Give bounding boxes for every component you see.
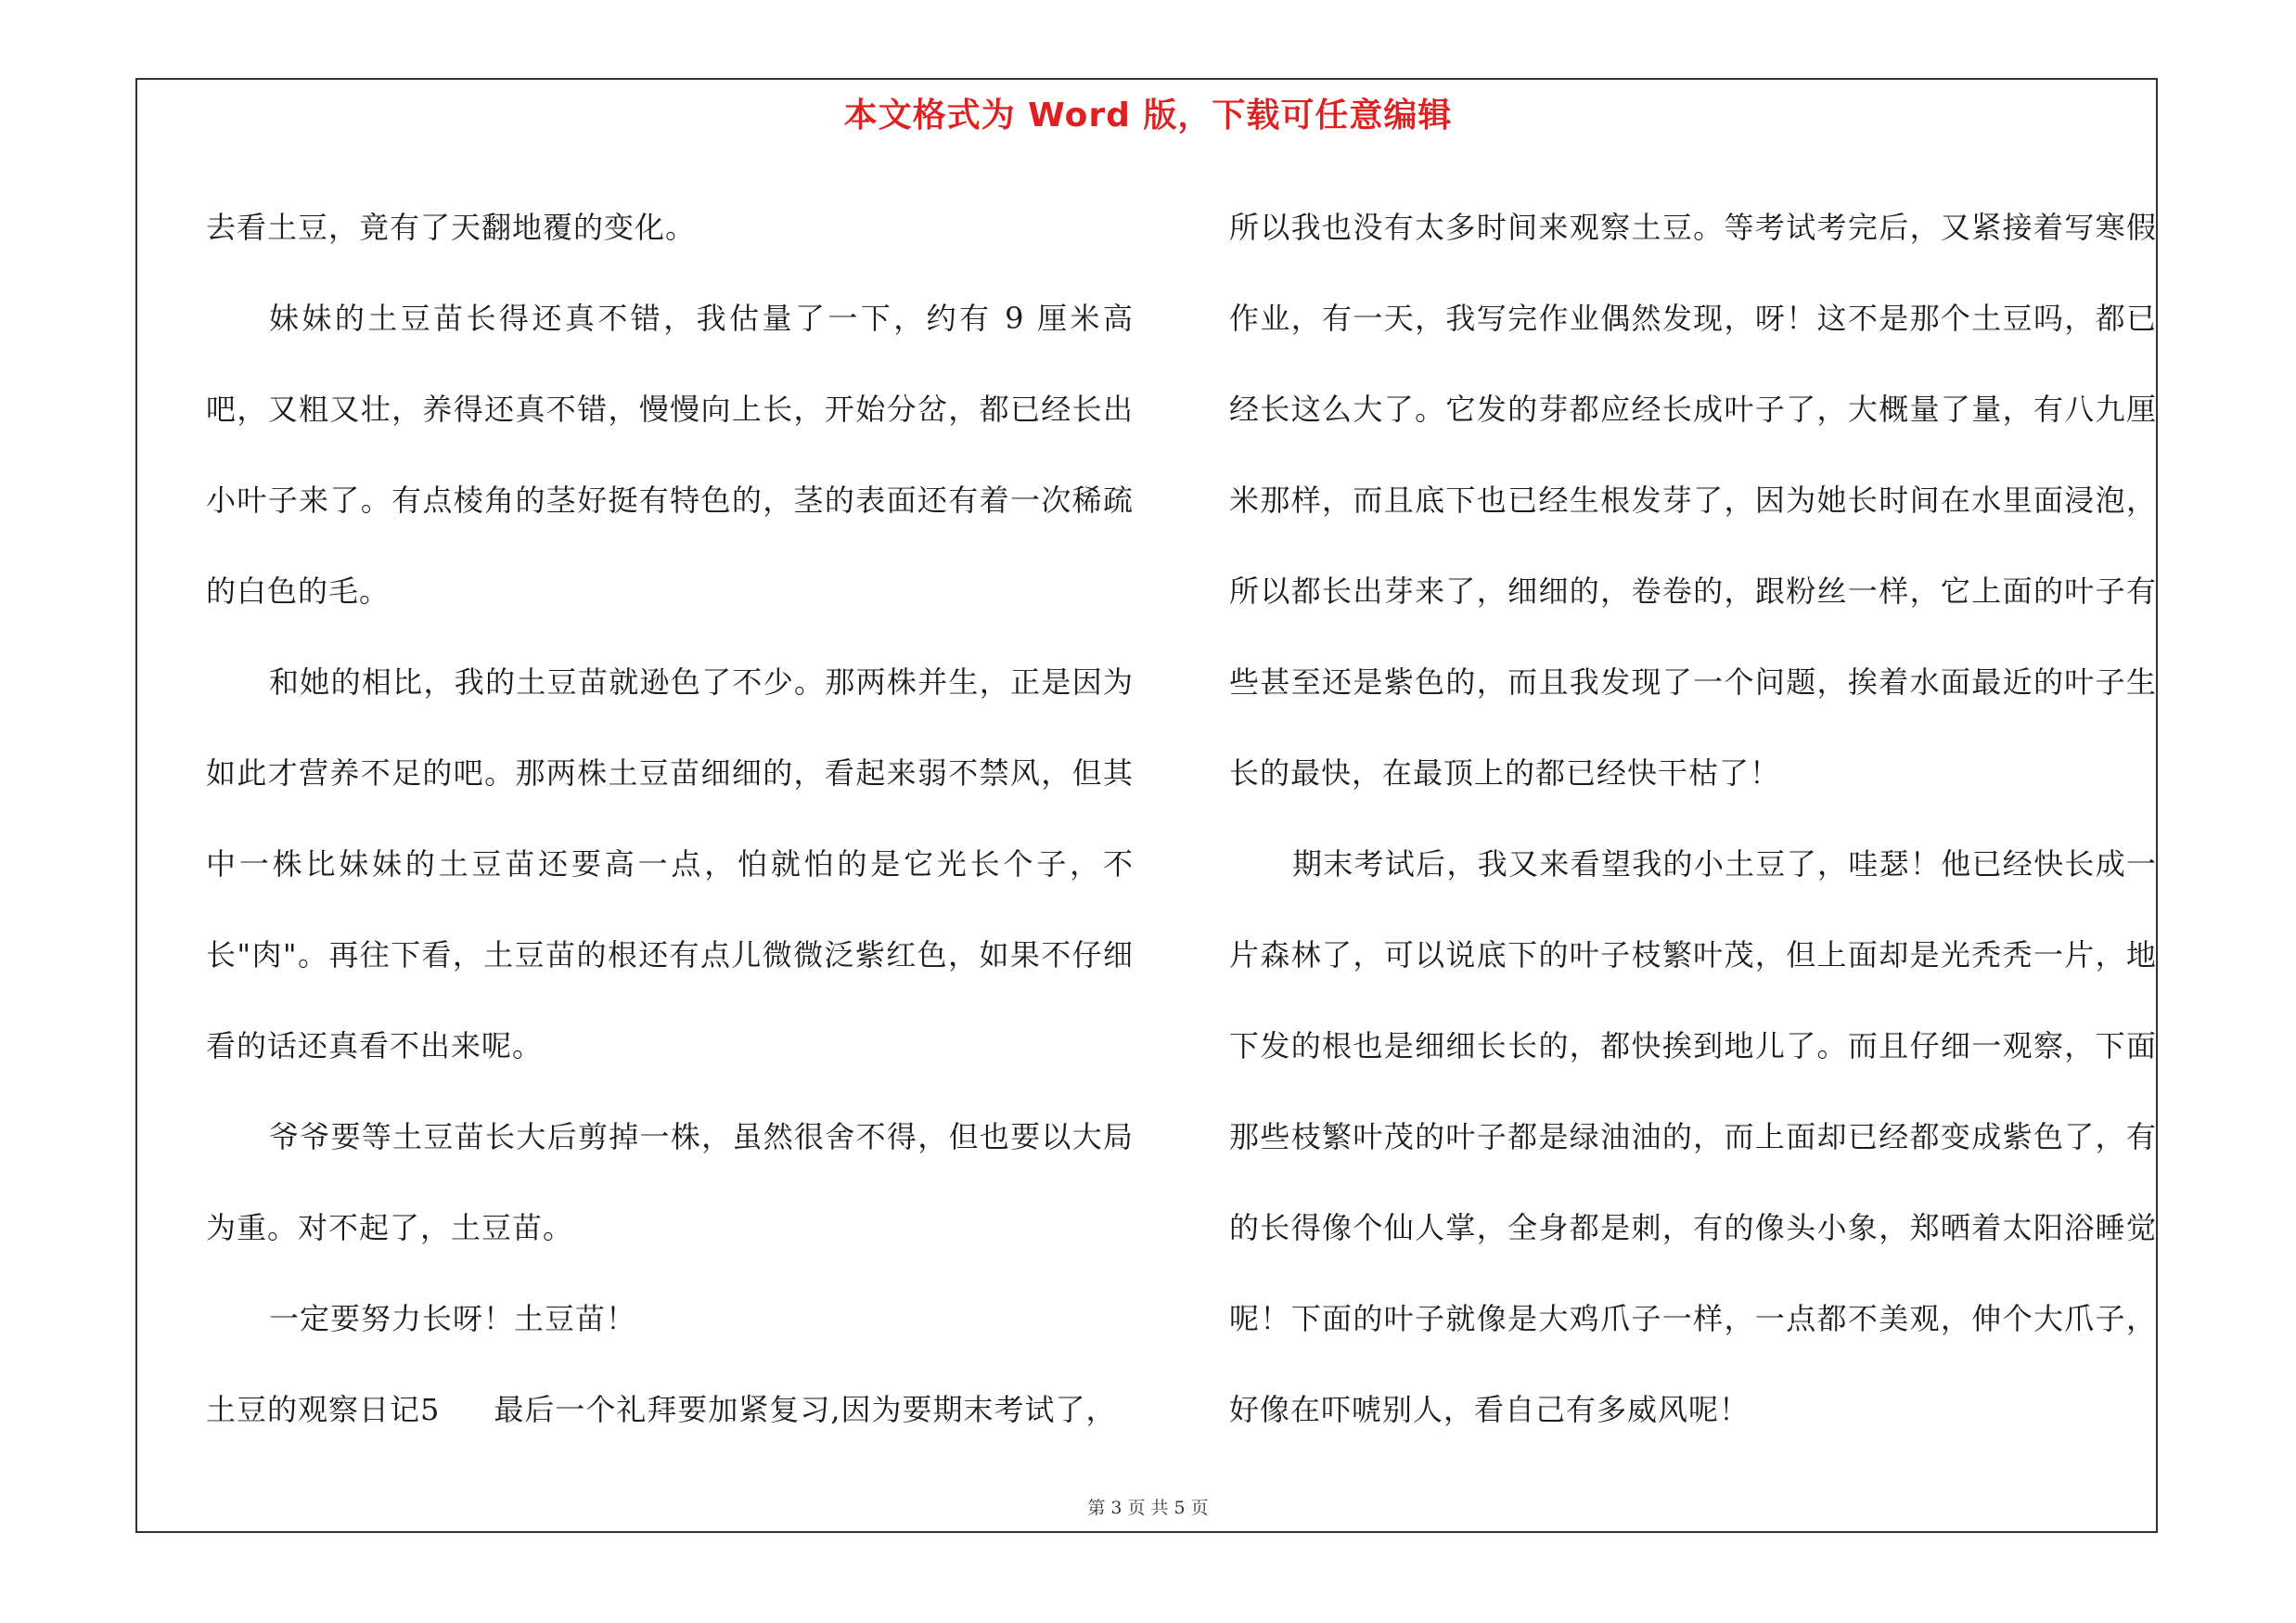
diary-entry-heading-line [206,1364,1134,1455]
paragraph-left-1: 去看土豆，竟有了天翻地覆的变化。 [206,210,697,245]
paragraph-left-3: 和她的相比，我的土豆苗就逊色了不少。那两株并生，正是因为如此才营养不足的吧。那两株土豆苗细细的，看起来弱不禁风，但其中一株比妹妹的土豆苗还要高一点，怕就怕的是它光长个子，不长"肉"。再往下看，土豆苗的根还有点儿微微泛紫红色，如果不仔细看的话还真看不出来呢。 [206,664,1134,1063]
diary-entry-title: 土豆的观察日记5 [206,1392,441,1427]
diary-entry-opening: 最后一个礼拜要加紧复习,因为要期末考试了， [494,1392,1117,1427]
paragraph-left-4: 爷爷要等土豆苗长大后剪掉一株，虽然很舍不得，但也要以大局为重。对不起了，土豆苗。 [206,1119,1134,1245]
left-text-column [206,182,1134,1455]
paragraph-left-2: 妹妹的土豆苗长得还真不错，我估量了一下，约有 9 厘米高吧，又粗又壮，养得还真不错，慢慢向上长，开始分岔，都已经长出小叶子来了。有点棱角的茎好挺有特色的，茎的表面还有着一次稀疏的白色的毛。 [206,301,1134,609]
paragraph-left-5: 一定要努力长呀！土豆苗！ [269,1301,637,1336]
word-format-banner: 本文格式为 Word 版，下载可任意编辑 [843,97,1453,135]
page-number-footer: 第 3 页 共 5 页 [1087,1498,1209,1518]
right-text-column [1229,182,2157,1455]
paragraph-right-1: 所以我也没有太多时间来观察土豆。等考试考完后，又紧接着写寒假作业，有一天，我写完作业偶然发现，呀！这不是那个土豆吗，都已经长这么大了。它发的芽都应经长成叶子了，大概量了量，有八九厘米那样，而且底下也已经生根发芽了，因为她长时间在水里面浸泡，所以都长出芽来了，细细的，卷卷的，跟粉丝一样，它上面的叶子有些甚至还是紫色的，而且我发现了一个问题，挨着水面最近的叶子生长的最快，在最顶上的都已经快干枯了！ [1229,210,2157,791]
paragraph-right-2: 期末考试后，我又来看望我的小土豆了，哇瑟！他已经快长成一片森林了，可以说底下的叶子枝繁叶茂，但上面却是光秃秃一片，地下发的根也是细细长长的，都快挨到地儿了。而且仔细一观察，下面那些枝繁叶茂的叶子都是绿油油的，而上面却已经都变成紫色了，有的长得像个仙人掌，全身都是刺，有的像头小象，郑晒着太阳浴睡觉呢！下面的叶子就像是大鸡爪子一样，一点都不美观，伸个大爪子，好像在吓唬别人，看自己有多威风呢！ [1229,846,2157,1427]
